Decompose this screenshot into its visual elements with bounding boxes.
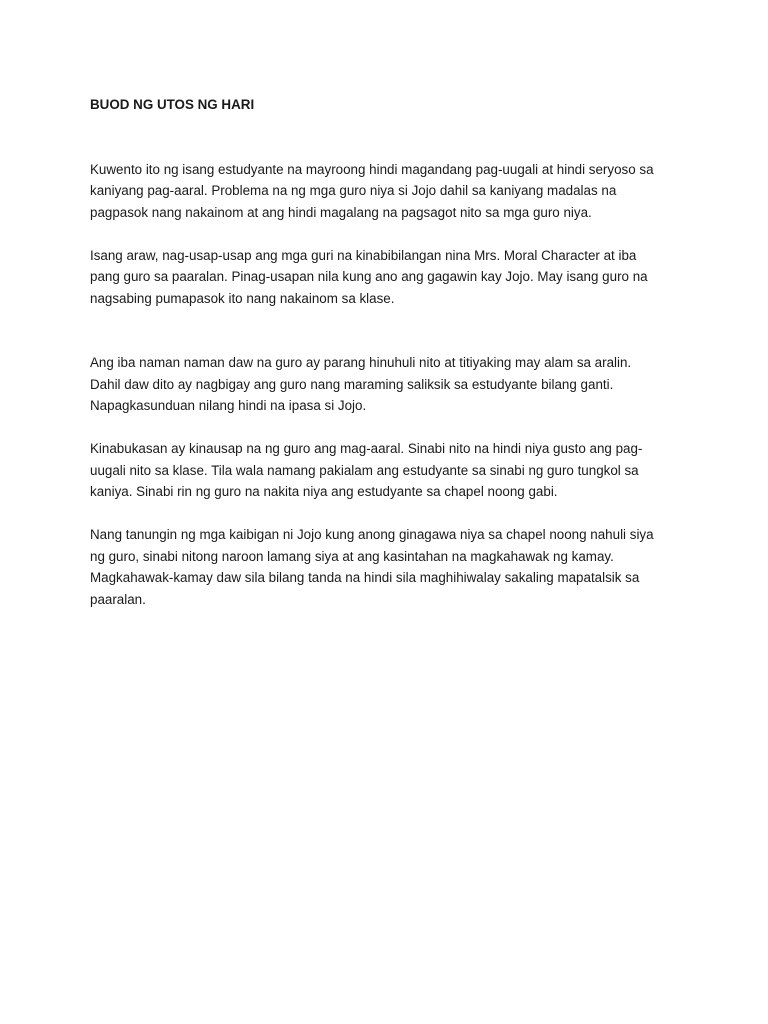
- paragraph-1: [90, 159, 690, 224]
- document-title: BUOD NG UTOS NG HARI: [90, 97, 255, 112]
- text-line: paaralan.: [90, 591, 146, 607]
- text-line: uugali nito sa klase. Tila wala namang pakialam ang estudyante sa sinabi ng guro tungkol sa: [90, 462, 639, 478]
- text-line: Dahil daw dito ay nagbigay ang guro nang maraming saliksik sa estudyante bilang ganti.: [90, 376, 614, 392]
- text-line: kaniya. Sinabi rin ng guro na nakita niya ang estudyante sa chapel noong gabi.: [90, 484, 558, 499]
- text-line: kaniyang pag-aaral. Problema na ng mga guro niya si Jojo dahil sa kaniyang madalas na: [90, 183, 617, 198]
- text-line: Kuwento ito ng isang estudyante na mayroong hindi magandang pag-uugali at hindi seryoso sa: [90, 161, 654, 177]
- text-line: Kinabukasan ay kinausap na ng guro ang mag-aaral. Sinabi nito na hindi niya gusto ang pag-: [90, 441, 643, 456]
- text-line: Isang araw, nag-usap-usap ang mga guri na kinabibilangan nina Mrs. Moral Character at iba: [90, 247, 637, 263]
- text-line: Ang iba naman naman daw na guro ay parang hinuhuli nito at titiyaking may alam sa aralin.: [90, 355, 632, 370]
- text-line: nagsabing pumapasok ito nang nakainom sa klase.: [90, 290, 395, 306]
- text-line: Magkahawak-kamay daw sila bilang tanda na hindi sila maghihiwalay sakaling mapatalsik sa: [90, 570, 640, 585]
- document-body: [90, 94, 690, 610]
- text-line: pagpasok nang nakainom at ang hindi magalang na pagsagot nito sa mga guro niya.: [90, 204, 592, 220]
- text-line: Nang tanungin ng mga kaibigan ni Jojo kung anong ginagawa niya sa chapel noong nahuli siya: [90, 527, 654, 542]
- text-line: ng guro, sinabi nitong naroon lamang siya at ang kasintahan na magkahawak ng kamay.: [90, 548, 614, 564]
- text-line: Napagkasunduan nilang hindi na ipasa si Jojo.: [90, 398, 367, 413]
- paragraph-2: [90, 245, 690, 310]
- paragraph-3: [90, 352, 690, 417]
- paragraph-4: [90, 438, 690, 503]
- paragraph-5: [90, 524, 690, 610]
- text-line: pang guro sa paaralan. Pinag-usapan nila kung ano ang gagawin kay Jojo. May isang guro na: [90, 269, 648, 284]
